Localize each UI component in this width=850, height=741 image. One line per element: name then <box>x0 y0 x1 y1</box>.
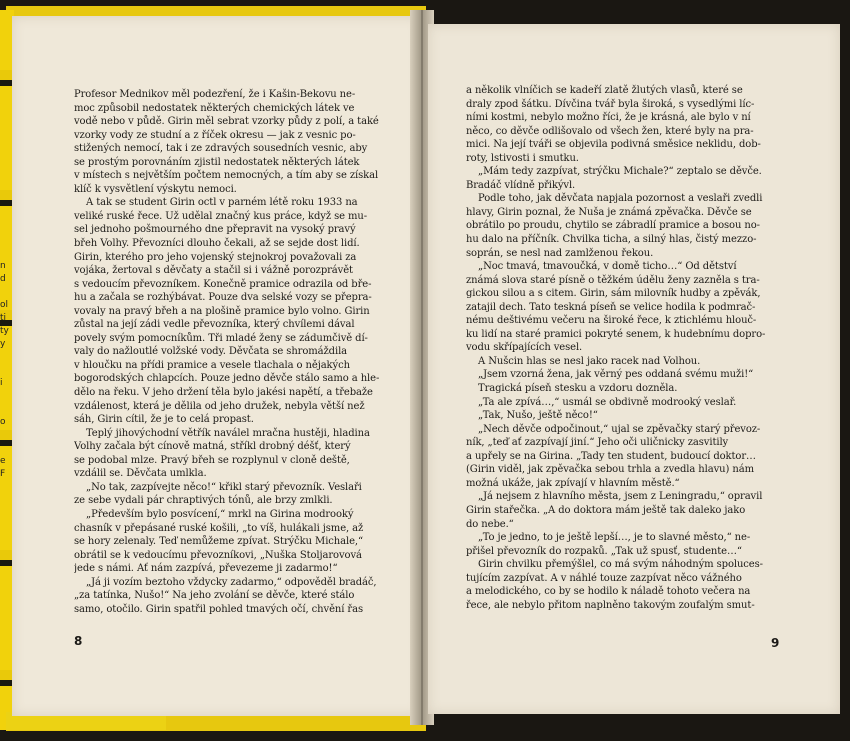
text-line: valy do nažloutlé volžské vody. Děvčata se shromáždila <box>74 346 348 358</box>
edge-mark <box>0 390 10 403</box>
text-line: se podobal mlze. Pravý břeh se rozplynul v cloně deště, <box>74 454 350 466</box>
text-line: vodě nebo v půdě. Girin měl sebrat vzorky půdy z polí, a také <box>74 116 379 128</box>
text-line: bogorodských chlapcích. Pouze jedno děvče stálo samo a hle- <box>74 373 380 385</box>
text-line: hlavy, Girin poznal, že Nuša je známá zpěvačka. Děvče se <box>466 206 752 218</box>
text-line: stižených nemocí, tak i ze zdravých sousedních vesnic, aby <box>74 143 368 155</box>
text-line: se prostým porovnáním zjistil nedostatek některých látek <box>74 156 360 168</box>
text-line: v hloučku na přídi pramice a vesele tlachala o nějakých <box>74 359 350 371</box>
text-line: dělo na řeku. V jeho držení těla bylo jakési napětí, a třebaže <box>74 387 373 399</box>
right-page-number: 9 <box>771 636 780 650</box>
text-line: „Já nejsem z hlavního města, jsem z Leningradu,“ opravil <box>478 491 763 503</box>
edge-mark <box>0 286 10 299</box>
text-line: a upřely se na Girina. „Tady ten student, budoucí doktor… <box>466 450 756 462</box>
text-line: něco, co děvče odlišovalo od všech žen, které byly na pra- <box>466 125 754 137</box>
text-line: chasník v přepásané ruské košili, „to víš, hulákali jsme, až <box>74 522 364 534</box>
text-line: gickou silou a s citem. Girin, sám milovník hudby a zpěvák, <box>466 288 761 300</box>
text-line: povely svým pomocníkům. Tři mladé ženy se zádumčivě dí- <box>74 332 368 344</box>
text-line: řece, ale nebylo přitom naplněno takovým zoufalým smut- <box>466 599 755 611</box>
text-line: ze sebe vydali pár chraptivých tónů, ale brzy zmlkli. <box>74 495 333 507</box>
edge-mark: d <box>0 274 6 284</box>
text-line: „No tak, zazpívejte něco!“ křikl starý převozník. Veslaři <box>86 481 362 493</box>
edge-mark: F <box>0 469 6 479</box>
text-line: veliké ruské řece. Už udělal značný kus práce, když se mu- <box>74 210 368 222</box>
edge-mark <box>0 364 10 377</box>
text-line: tujícím zazpívat. A v náhlé touze zazpívat něco vážného <box>466 572 742 584</box>
text-line: Bradáč vlídně přikývl. <box>466 179 576 191</box>
edge-mark <box>0 429 10 442</box>
edge-mark <box>0 403 10 416</box>
edge-mark: y <box>0 339 6 349</box>
edge-mark <box>0 442 10 455</box>
text-line: ník, „teď ať zazpívají jiní.“ Jeho oči uličnicky zasvitily <box>466 437 729 449</box>
text-line: obrátilo po proudu, chytilo se zábradlí pramice a bosou no- <box>466 220 760 232</box>
text-line: možná ukáže, jak zpívají v hlavním městě.“ <box>466 477 680 489</box>
text-line: „Jsem vzorná žena, jak věrný pes oddaná svému muži!“ <box>478 369 754 381</box>
edge-mark: ty <box>0 326 9 336</box>
text-line: soprán, se nesl nad zamlženou řekou. <box>466 247 654 259</box>
text-line: vodu skřípajících vesel. <box>466 342 583 354</box>
text-line: „za tatínka, Nušo!“ Na jeho zvolání se děvče, které stálo <box>74 590 355 602</box>
text-line: v místech s největším počtem nemocných, a tím aby se získal <box>74 170 379 182</box>
text-line: „To je jedno, to je ještě lepší…, je to slavné město,“ ne- <box>478 532 751 544</box>
left-page <box>12 16 420 716</box>
text-line: vojáka, žertoval s děvčaty a stačil si i vážně porozprávět <box>74 265 353 277</box>
text-line: sáh, Girin cítil, že je to celá propast. <box>74 414 254 426</box>
text-line: vzdálenost, která je dělila od jeho družek, nebyla větší než <box>74 400 365 412</box>
text-line: „Mám tedy zazpívat, strýčku Michale?“ zeptalo se děvče. <box>478 166 762 178</box>
text-line: Teplý jihovýchodní větřík naválel mračna hustěji, hladina <box>86 427 370 439</box>
text-line: „Především bylo posvícení,“ mrkl na Girina modrooký <box>86 508 354 520</box>
text-line: známá slova staré písně o těžkém údělu ženy zazněla s tra- <box>466 274 760 286</box>
adjacent-page-edge-text <box>0 260 10 481</box>
edge-mark <box>0 351 10 364</box>
text-line: „Ta ale zpívá…,“ usmál se obdivně modrooký veslař. <box>478 396 737 408</box>
text-line: „Já ji vozím beztoho vždycky zadarmo,“ odpověděl bradáč, <box>86 576 377 588</box>
text-line: A Nušcin hlas se nesl jako racek nad Volhou. <box>478 355 701 367</box>
text-line: s vedoucím převozníkem. Konečně pramice odrazila od bře- <box>74 278 372 290</box>
edge-mark: o <box>0 417 6 427</box>
edge-mark: e <box>0 456 6 466</box>
text-line: jede s námi. Ať nám zazpívá, převezeme ji zadarmo!“ <box>74 563 338 575</box>
text-line: vovaly na pravý břeh a na plošině pramice bylo volno. Girin <box>74 305 370 317</box>
right-page <box>428 24 840 714</box>
text-line: zatajil dech. Tato teskná píseň se velice hodila k podmrač- <box>466 301 756 313</box>
text-line: Profesor Mednikov měl podezření, že i Kašin-Bekovu ne- <box>74 89 356 100</box>
edge-mark: n <box>0 261 6 271</box>
text-line: a několik vlníčich se kadeří zlatě žlutých vlasů, které se <box>466 85 743 96</box>
text-line: (Girin viděl, jak zpěvačka sebou trhla a zvedla hlavu) nám <box>466 464 754 476</box>
text-line: do nebe.“ <box>466 518 514 530</box>
text-line: klíč k vysvětlení výskytu nemoci. <box>74 183 237 195</box>
text-line: samo, otočilo. Girin spatřil pohled tmavých očí, chvění řas <box>74 603 363 615</box>
text-line: Tragická píseň stesku a vzdoru dozněla. <box>478 383 678 395</box>
text-line: mici. Na její tváři se objevila podivná směsice neklidu, dob- <box>466 139 761 151</box>
text-line: přišel převozník do rozpaků. „Tak už spusť, studente…“ <box>466 545 742 557</box>
left-page-text <box>74 88 408 616</box>
right-page-text <box>466 84 808 612</box>
text-line: a melodického, co by se hodilo k náladě tohoto večera na <box>466 586 751 598</box>
text-line: vzorky vody ze studní a z říček okresu — jak z vesnic po- <box>74 129 356 141</box>
text-line: břeh Volhy. Převozníci dlouho čekali, až se sejde dost lidí. <box>74 238 360 250</box>
text-line: Girin chvilku přemýšlel, co má svým náhodným spoluces- <box>478 559 763 571</box>
text-line: zůstal na její zádi vedle převozníka, který chvílemi dával <box>74 319 355 331</box>
text-line: moc způsobil nedostatek některých chemických látek ve <box>74 102 355 114</box>
text-line: ními kostmi, nebylo možno říci, že je krásná, ale bylo v ní <box>466 112 751 124</box>
edge-mark: ti <box>0 313 7 323</box>
text-line: Podle toho, jak děvčata napjala pozornost a veslaři zvedli <box>478 193 763 205</box>
text-line: „Nech děvče odpočinout,“ ujal se zpěvačky starý převoz- <box>478 423 761 435</box>
text-line: obrátil se k vedoucímu převozníkovi, „Nuška Stoljarovová <box>74 549 362 561</box>
text-line: Volhy začala být cínově matná, stříkl drobný déšť, který <box>74 441 351 453</box>
text-line: Girin, kterého pro jeho vojenský stejnokroj považovali za <box>74 251 357 263</box>
text-line: „Tak, Nušo, ještě něco!“ <box>478 410 598 422</box>
text-line: A tak se student Girin octl v parném létě roku 1933 na <box>86 197 358 209</box>
text-line: se hory zelenaly. Teď nemůžeme zpívat. Strýčku Michale,“ <box>74 536 364 548</box>
text-line: ku lidí na staré pramici pokryté senem, k hudebnímu dopro- <box>466 328 766 340</box>
text-line: sel jednoho pošmourného dne přepravit na vysoký pravý <box>74 224 356 236</box>
text-line: nému deštivému večeru na široké řece, k ztichlému hlouč- <box>466 315 757 327</box>
text-line: „Noc tmavá, tmavoučká, v domě ticho…“ Od dětství <box>478 261 737 273</box>
text-line: draly zpod šátku. Dívčina tvář byla široká, s vysedlými líc- <box>466 98 755 110</box>
text-line: Girin stařečka. „A do doktora mám ještě tak daleko jako <box>466 504 746 516</box>
text-line: hu dalo na příčník. Chvilka ticha, a silný hlas, čistý mezzo- <box>466 234 757 246</box>
text-line: vzdálil se. Děvčata umlkla. <box>74 468 207 480</box>
text-line: roty, lstivosti i smutku. <box>466 152 579 164</box>
edge-mark: ol <box>0 300 9 310</box>
text-line: hu a začala se rozhýbávat. Pouze dva selské vozy se přepra- <box>74 292 372 304</box>
left-page-number: 8 <box>74 634 83 648</box>
edge-mark: i <box>0 378 3 388</box>
